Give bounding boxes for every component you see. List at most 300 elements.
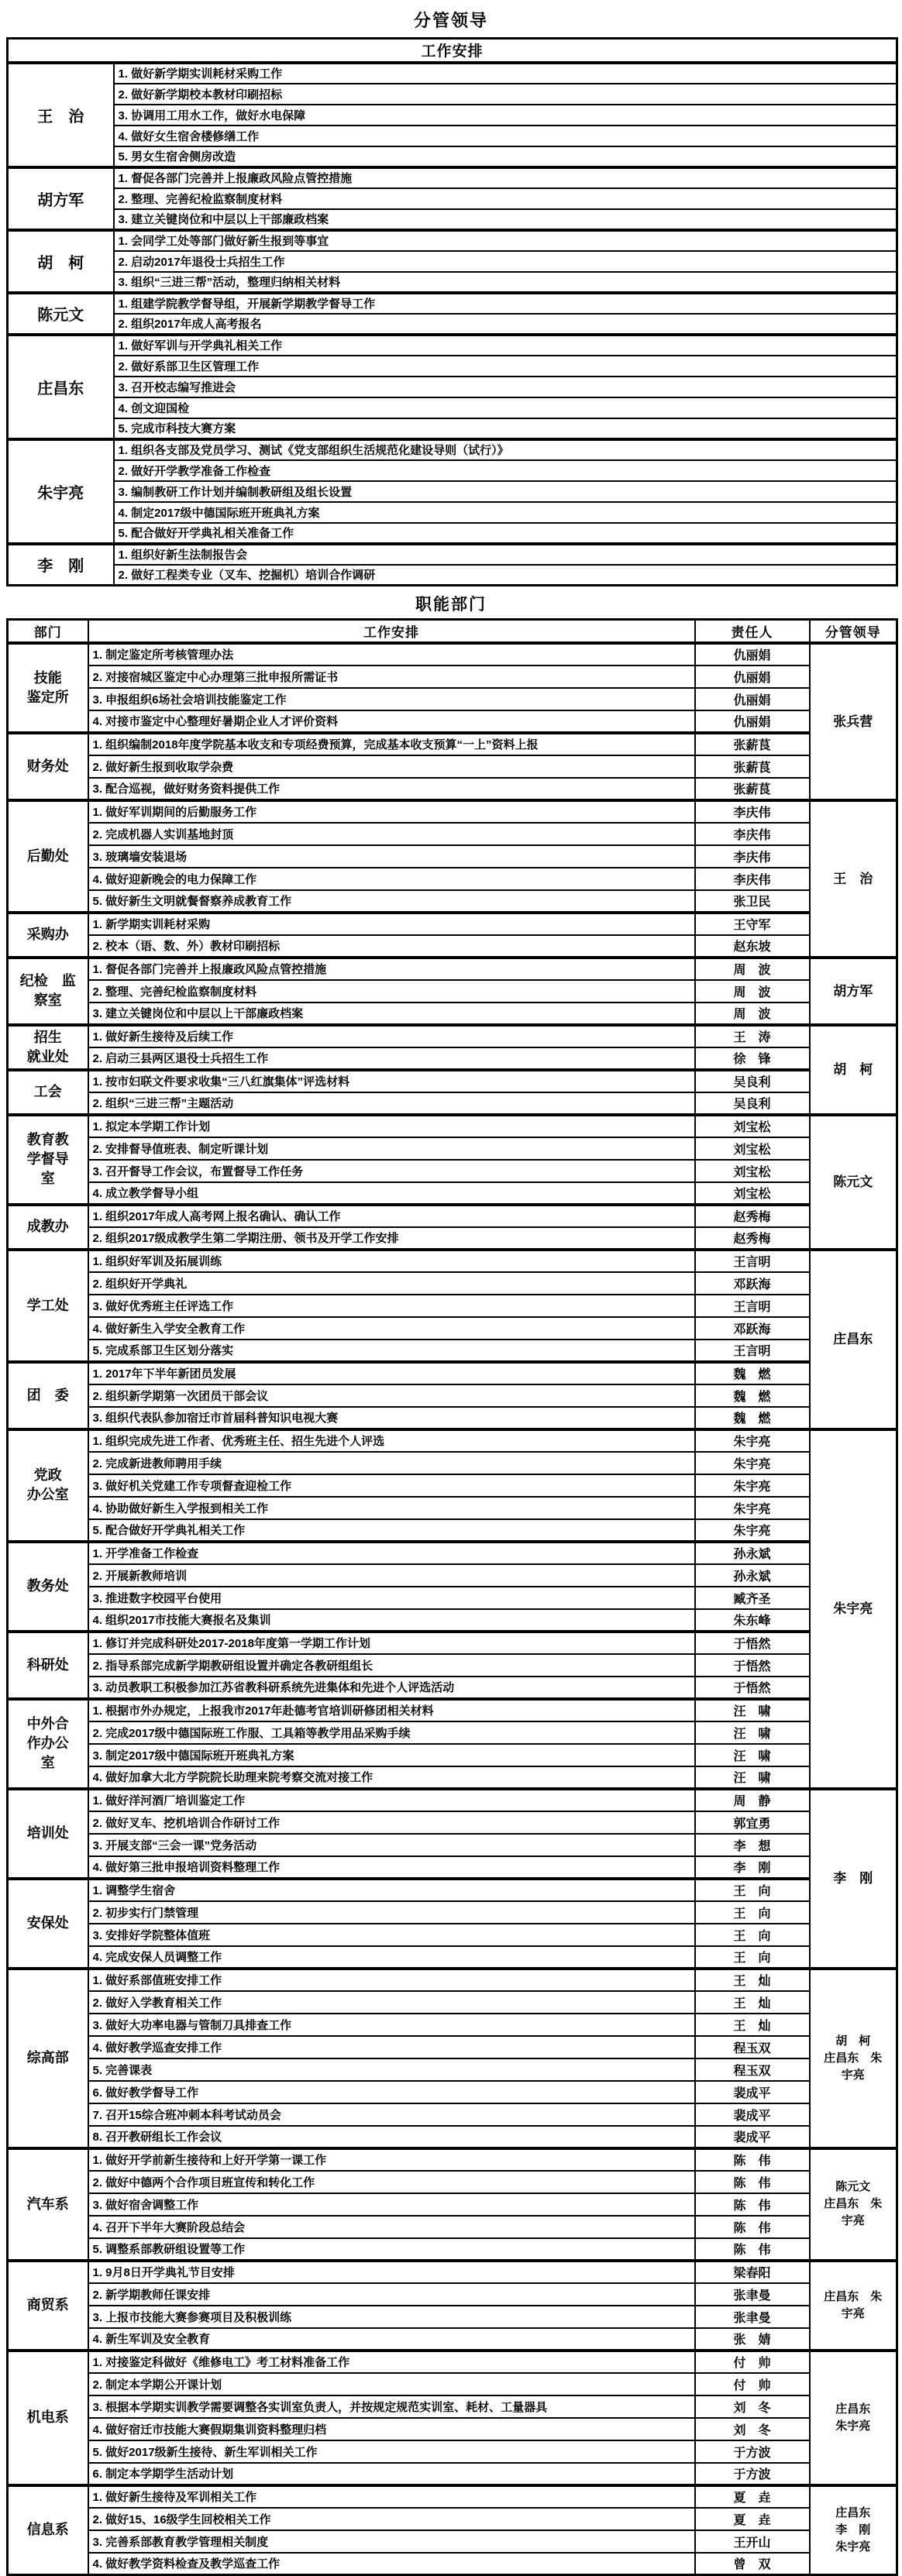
department-task-row (8, 1744, 897, 1766)
department-name-cell-line: 中外合 (26, 1716, 69, 1732)
leader-in-charge-cell (810, 1025, 897, 1115)
leader-task-row (8, 209, 897, 230)
responsible-person-cell: 付 帅 (695, 2373, 810, 2395)
task-cell: 4. 完成安保人员调整工作 (88, 1946, 695, 1969)
leader-in-charge-cell (810, 1969, 897, 2148)
task-cell: 1. 修订并完成科研处2017-2018年度第一学期工作计划 (88, 1632, 695, 1654)
department-task-row (8, 2283, 897, 2306)
responsible-person-cell: 刘 冬 (695, 2395, 810, 2418)
responsible-person-cell: 朱宇亮 (695, 1452, 810, 1474)
task-cell: 4. 做好宿迁市技能大赛假期集训资料整理归档 (88, 2418, 695, 2440)
task-cell: 3. 组织代表队参加宿迁市首届科普知识电视大赛 (88, 1407, 695, 1429)
task-cell: 1. 组织各支部及党员学习、测试《党支部组织生活规范化建设导则（试行）》 (114, 439, 897, 460)
task-cell: 2. 做好新学期校本教材印刷招标 (114, 84, 897, 105)
responsible-person-cell: 王 向 (695, 1924, 810, 1946)
department-task-row (8, 2103, 897, 2126)
department-task-row (8, 1766, 897, 1789)
department-name-cell-line: 商贸系 (26, 2297, 69, 2313)
responsible-person-cell: 徐 锋 (695, 1047, 810, 1070)
leader-task-row (8, 377, 897, 397)
department-task-row (8, 1160, 897, 1182)
leader-name-cell: 李 刚 (8, 544, 114, 586)
department-name-cell-line: 室 (40, 1171, 55, 1186)
department-task-row (8, 2171, 897, 2193)
responsible-person-cell: 周 波 (695, 1003, 810, 1025)
department-task-row (8, 1564, 897, 1587)
department-name-cell-line: 信息系 (26, 2522, 69, 2538)
leader-name-cell: 胡方军 (8, 167, 114, 230)
responsible-person-cell: 张薪茛 (695, 755, 810, 778)
responsible-person-cell: 张薪茛 (695, 778, 810, 800)
department-task-row (8, 1699, 897, 1721)
task-cell: 1. 做好新生接待及后续工作 (88, 1025, 695, 1047)
responsible-person-cell: 夏 垚 (695, 2485, 810, 2508)
responsible-person-cell: 臧齐圣 (695, 1587, 810, 1609)
leader-in-charge-cell-line: 陈元文 (833, 1175, 873, 1189)
task-cell: 3. 做好机关党建工作专项督查迎检工作 (88, 1474, 695, 1497)
department-task-row (8, 710, 897, 733)
department-task-row (8, 1025, 897, 1047)
task-cell: 1. 做好系部值班安排工作 (88, 1969, 695, 1991)
department-task-row (8, 1250, 897, 1272)
task-cell: 4. 对接市鉴定中心整理好暑期企业人才评价资料 (88, 710, 695, 733)
task-cell: 1. 做好新学期实训耗材采购工作 (114, 63, 897, 84)
task-cell: 3. 制定2017级中德国际班开班典礼方案 (88, 1744, 695, 1766)
task-cell: 2. 完成2017级中德国际班工作服、工具箱等教学用品采购手续 (88, 1721, 695, 1744)
task-cell: 3. 开展支部“三会一课”党务活动 (88, 1834, 695, 1856)
department-task-row (8, 2261, 897, 2283)
department-task-row (8, 2328, 897, 2351)
department-name-cell-line: 技能 (33, 669, 62, 686)
task-cell: 4. 做好女生宿舍楼修缮工作 (114, 126, 897, 146)
department-name-cell-line: 科研处 (26, 1656, 69, 1673)
task-cell: 4. 组织2017市技能大赛报名及集训 (88, 1609, 695, 1632)
task-cell: 2. 指导系部完成新学期教研组设置并确定各教研组组长 (88, 1654, 695, 1677)
responsible-person-cell: 李庆伟 (695, 800, 810, 823)
department-task-row (8, 958, 897, 980)
leader-task-row (8, 418, 897, 439)
department-task-row (8, 2485, 897, 2508)
task-cell: 5. 男女生宿舍侧房改造 (114, 146, 897, 167)
leader-in-charge-cell-line: 胡方军 (833, 983, 873, 999)
task-cell: 1. 开学准备工作检查 (88, 1542, 695, 1564)
responsible-person-cell: 朱宇亮 (695, 1497, 810, 1519)
task-cell: 1. 组织完成先进工作者、优秀班主任、招生先进个人评选 (88, 1429, 695, 1452)
task-cell: 2. 做好中德两个合作项目班宣传和转化工作 (88, 2171, 695, 2193)
department-name-cell (8, 2351, 88, 2485)
task-cell: 7. 召开15综合班冲刺本科考试动员会 (88, 2103, 695, 2126)
department-task-row (8, 1474, 897, 1497)
section1-title: 分管领导 (413, 11, 488, 30)
leader-in-charge-cell-line: 朱宇亮 (835, 2419, 871, 2433)
leader-in-charge-cell-line: 李 刚 (835, 2523, 871, 2536)
department-task-row (8, 2395, 897, 2418)
responsible-person-cell: 王言明 (695, 1295, 810, 1317)
responsible-person-cell: 周 静 (695, 1789, 810, 1811)
task-cell: 2. 组织2017级成教学生第二学期注册、领书及开学工作安排 (88, 1227, 695, 1250)
responsible-person-cell: 陈 伟 (695, 2238, 810, 2261)
department-task-row (8, 1587, 897, 1609)
department-name-cell (8, 1429, 88, 1542)
leader-in-charge-cell (810, 2148, 897, 2261)
col-header-work-arrangement: 工作安排 (88, 620, 695, 643)
department-task-row (8, 1340, 897, 1362)
leader-task-row (8, 230, 897, 251)
leader-task-row (8, 293, 897, 314)
responsible-person-cell: 魏 燃 (695, 1407, 810, 1429)
responsible-person-cell: 刘 冬 (695, 2418, 810, 2440)
leader-in-charge-cell-line: 王 治 (833, 871, 873, 886)
task-cell: 1. 2017年下半年新团员发展 (88, 1362, 695, 1384)
responsible-person-cell: 赵秀梅 (695, 1205, 810, 1227)
leader-in-charge-cell (810, 1429, 897, 1789)
department-name-cell-line: 工会 (33, 1084, 62, 1099)
task-cell: 4. 召开下半年大赛阶段总结会 (88, 2216, 695, 2238)
responsible-person-cell: 李 想 (695, 1834, 810, 1856)
department-task-row (8, 1362, 897, 1384)
department-task-row (8, 845, 897, 868)
department-name-cell-line: 作办公 (26, 1735, 69, 1751)
task-cell: 3. 建立关键岗位和中层以上干部廉政档案 (114, 209, 897, 230)
responsible-person-cell: 曾 双 (695, 2553, 810, 2575)
task-cell: 4. 制定2017级中德国际班开班典礼方案 (114, 502, 897, 523)
department-name-cell (8, 1632, 88, 1699)
department-name-cell-line: 财务处 (26, 758, 69, 774)
task-cell: 3. 根据本学期实训教学需要调整各实训室负责人，并按规定规范实训室、耗材、工量器具 (88, 2395, 695, 2418)
leader-in-charge-cell-line: 庄昌东 (835, 2402, 871, 2416)
department-task-row (8, 1227, 897, 1250)
task-cell: 1. 根据市外办规定，上报我市2017年赴德考官培训研修团相关材料 (88, 1699, 695, 1721)
department-task-row (8, 890, 897, 913)
department-name-cell (8, 913, 88, 958)
task-cell: 1. 9月8日开学典礼节目安排 (88, 2261, 695, 2283)
responsible-person-cell: 裴成平 (695, 2103, 810, 2126)
leader-in-charge-cell-line: 陈元文 (835, 2180, 871, 2193)
responsible-person-cell: 张 婧 (695, 2328, 810, 2351)
task-cell: 5. 做好2017级新生接待、新生军训相关工作 (88, 2440, 695, 2463)
task-cell: 2. 做好入学教育相关工作 (88, 1991, 695, 2014)
department-name-cell-line: 教务处 (26, 1578, 69, 1594)
leader-task-row (8, 105, 897, 126)
task-cell: 6. 做好教学督导工作 (88, 2081, 695, 2103)
leader-in-charge-cell (810, 2261, 897, 2351)
departments-table (6, 618, 898, 2576)
department-task-row (8, 1789, 897, 1811)
leader-task-row (8, 439, 897, 460)
department-name-cell-line: 培训处 (26, 1825, 69, 1841)
responsible-person-cell: 吴良利 (695, 1070, 810, 1092)
task-cell: 2. 组织2017年成人高考报名 (114, 314, 897, 335)
department-name-cell (8, 1205, 88, 1250)
department-name-cell-line: 招生 (33, 1029, 62, 1045)
responsible-person-cell: 裴成平 (695, 2081, 810, 2103)
task-cell: 5. 完成系部卫生区划分落实 (88, 1340, 695, 1362)
task-cell: 1. 做好洋河酒厂培训鉴定工作 (88, 1789, 695, 1811)
department-task-row (8, 2373, 897, 2395)
department-task-row (8, 1497, 897, 1519)
task-cell: 5. 配合做好开学典礼相关工作 (88, 1519, 695, 1542)
department-name-cell-line: 室 (40, 1755, 55, 1770)
task-cell: 2. 组织新学期第一次团员干部会议 (88, 1384, 695, 1407)
task-cell: 2. 校本（语、数、外）教材印刷招标 (88, 935, 695, 958)
department-task-row (8, 800, 897, 823)
leader-task-row (8, 397, 897, 418)
department-task-row (8, 2508, 897, 2530)
department-name-cell (8, 2148, 88, 2261)
leader-name-cell: 胡 柯 (8, 230, 114, 293)
department-task-row (8, 1542, 897, 1564)
task-cell: 1. 组织编制2018年度学院基本收支和专项经费预算，完成基本收支预算“一上”资料上报 (88, 733, 695, 755)
department-task-row (8, 2238, 897, 2261)
task-cell: 3. 召开督导工作会议，布置督导工作任务 (88, 1160, 695, 1182)
task-cell: 2. 整理、完善纪检监察制度材料 (114, 188, 897, 209)
task-cell: 1. 组建学院教学督导组，开展新学期教学督导工作 (114, 293, 897, 314)
task-cell: 1. 做好新生接待及军训相关工作 (88, 2485, 695, 2508)
leader-task-row (8, 167, 897, 188)
department-name-cell (8, 1025, 88, 1070)
leader-task-row (8, 481, 897, 502)
task-cell: 4. 创文迎国检 (114, 397, 897, 418)
leader-in-charge-cell-line: 庄昌东 朱 (824, 2289, 883, 2303)
responsible-person-cell: 刘宝松 (695, 1160, 810, 1182)
responsible-person-cell: 吴良利 (695, 1092, 810, 1115)
task-cell: 4. 做好加拿大北方学院院长助理来院考察交流对接工作 (88, 1766, 695, 1789)
leader-in-charge-cell-line: 朱宇亮 (835, 2540, 871, 2554)
department-task-row (8, 1834, 897, 1856)
department-task-row (8, 913, 897, 935)
leader-in-charge-cell (810, 800, 897, 958)
responsible-person-cell: 王 灿 (695, 1991, 810, 2014)
leader-task-row (8, 84, 897, 105)
department-task-row (8, 1991, 897, 2014)
leader-task-row (8, 356, 897, 377)
task-cell: 3. 召开校志编写推进会 (114, 377, 897, 397)
department-task-row (8, 1969, 897, 1991)
department-task-row (8, 2418, 897, 2440)
task-cell: 3. 协调用工用水工作，做好水电保障 (114, 105, 897, 126)
responsible-person-cell: 朱宇亮 (695, 1429, 810, 1452)
department-name-cell-line: 鉴定所 (26, 689, 69, 705)
leader-in-charge-cell-line: 庄昌东 (833, 1332, 873, 1346)
task-cell: 1. 新学期实训耗材采购 (88, 913, 695, 935)
task-cell: 2. 启动三县两区退役士兵招生工作 (88, 1047, 695, 1070)
leader-in-charge-cell (810, 2485, 897, 2575)
responsible-person-cell: 李 刚 (695, 1856, 810, 1879)
task-cell: 1. 拟定本学期工作计划 (88, 1115, 695, 1137)
leader-name-cell: 朱宇亮 (8, 439, 114, 544)
leader-in-charge-cell-line: 胡 柯 (833, 1062, 873, 1077)
leader-in-charge-cell-line: 李 刚 (833, 1871, 873, 1886)
responsible-person-cell: 魏 燃 (695, 1362, 810, 1384)
task-cell: 8. 召开教研组长工作会议 (88, 2126, 695, 2148)
task-cell: 3. 安排好学院整体值班 (88, 1924, 695, 1946)
responsible-person-cell: 赵东坡 (695, 935, 810, 958)
department-task-row (8, 1677, 897, 1699)
task-cell: 1. 组织2017年成人高考网上报名确认、确认工作 (88, 1205, 695, 1227)
department-task-row (8, 1452, 897, 1474)
department-task-row (8, 1879, 897, 1901)
task-cell: 1. 督促各部门完善并上报廉政风险点管控措施 (88, 958, 695, 980)
leader-in-charge-cell-line: 宇亮 (841, 2214, 865, 2227)
department-name-cell (8, 2261, 88, 2351)
responsible-person-cell: 仇丽娟 (695, 688, 810, 710)
task-cell: 3. 建立关键岗位和中层以上干部廉政档案 (88, 1003, 695, 1025)
department-task-row (8, 2036, 897, 2058)
task-cell: 2. 组织“三进三帮”主题活动 (88, 1092, 695, 1115)
responsible-person-cell: 刘宝松 (695, 1137, 810, 1160)
department-task-row (8, 1654, 897, 1677)
task-cell: 1. 做好军训期间的后勤服务工作 (88, 800, 695, 823)
department-task-row (8, 1609, 897, 1632)
leader-in-charge-cell-line: 朱宇亮 (833, 1601, 873, 1616)
leader-name-cell: 陈元文 (8, 293, 114, 335)
responsible-person-cell: 邓跃海 (695, 1272, 810, 1295)
department-task-row (8, 2193, 897, 2216)
task-cell: 5. 完成市科技大赛方案 (114, 418, 897, 439)
department-task-row (8, 1429, 897, 1452)
task-cell: 3. 做好优秀班主任评选工作 (88, 1295, 695, 1317)
task-cell: 5. 配合做好开学典礼相关准备工作 (114, 523, 897, 544)
department-task-row (8, 1811, 897, 1834)
department-task-row (8, 1519, 897, 1542)
department-task-row (8, 2081, 897, 2103)
department-task-row (8, 1272, 897, 1295)
responsible-person-cell: 郭宜勇 (695, 1811, 810, 1834)
responsible-person-cell: 于方波 (695, 2440, 810, 2463)
leader-task-row (8, 188, 897, 209)
department-name-cell-line: 安保处 (26, 1915, 69, 1931)
department-task-row (8, 1115, 897, 1137)
department-task-row (8, 2126, 897, 2148)
responsible-person-cell: 汪 啸 (695, 1721, 810, 1744)
responsible-person-cell: 陈 伟 (695, 2171, 810, 2193)
task-cell: 3. 配合巡视，做好财务资料提供工作 (88, 778, 695, 800)
task-cell: 4. 新生军训及安全教育 (88, 2328, 695, 2351)
responsible-person-cell: 于悟然 (695, 1654, 810, 1677)
department-task-row (8, 868, 897, 890)
department-task-row (8, 1137, 897, 1160)
task-cell: 2. 做好工程类专业（叉车、挖掘机）培训合作调研 (114, 565, 897, 586)
section2-title: 职能部门 (415, 596, 487, 614)
task-cell: 2. 新学期教师任课安排 (88, 2283, 695, 2306)
responsible-person-cell: 仇丽娟 (695, 643, 810, 665)
department-task-row (8, 1070, 897, 1092)
leader-task-row (8, 63, 897, 84)
responsible-person-cell: 王 涛 (695, 1025, 810, 1047)
responsible-person-cell: 张聿曼 (695, 2306, 810, 2328)
department-task-row (8, 643, 897, 665)
task-cell: 3. 申报组织6场社会培训技能鉴定工作 (88, 688, 695, 710)
task-cell: 2. 初步实行门禁管理 (88, 1901, 695, 1924)
responsible-person-cell: 刘宝松 (695, 1115, 810, 1137)
responsible-person-cell: 魏 燃 (695, 1384, 810, 1407)
department-task-row (8, 2553, 897, 2575)
responsible-person-cell: 刘宝松 (695, 1182, 810, 1205)
task-cell: 3. 做好大功率电器与管制刀具排查工作 (88, 2014, 695, 2036)
department-name-cell-line: 办公室 (26, 1487, 69, 1502)
department-name-cell-line: 察室 (33, 992, 62, 1008)
responsible-person-cell: 夏 垚 (695, 2508, 810, 2530)
department-task-row (8, 1384, 897, 1407)
department-task-row (8, 980, 897, 1003)
department-name-cell (8, 1070, 88, 1115)
department-name-cell (8, 1789, 88, 1879)
responsible-person-cell: 程玉双 (695, 2058, 810, 2081)
leaders-table (6, 37, 898, 586)
leader-in-charge-cell (810, 2351, 897, 2485)
leader-task-row (8, 565, 897, 586)
responsible-person-cell: 李庆伟 (695, 868, 810, 890)
task-cell: 1. 做好开学前新生接待和上好开学第一课工作 (88, 2148, 695, 2171)
responsible-person-cell: 付 帅 (695, 2351, 810, 2373)
task-cell: 3. 玻璃墙安装退场 (88, 845, 695, 868)
department-task-row (8, 1721, 897, 1744)
leader-in-charge-cell-line: 宇亮 (841, 2068, 865, 2082)
responsible-person-cell: 李庆伟 (695, 823, 810, 845)
task-cell: 4. 做好迎新晚会的电力保障工作 (88, 868, 695, 890)
responsible-person-cell: 王守军 (695, 913, 810, 935)
department-task-row (8, 688, 897, 710)
department-task-row (8, 935, 897, 958)
task-cell: 1. 做好军训与开学典礼相关工作 (114, 335, 897, 356)
department-task-row (8, 2148, 897, 2171)
department-name-cell (8, 1699, 88, 1789)
department-name-cell (8, 1542, 88, 1632)
leader-task-row (8, 314, 897, 335)
leader-in-charge-cell-line: 宇亮 (841, 2306, 865, 2320)
responsible-person-cell: 王 向 (695, 1901, 810, 1924)
leader-in-charge-cell (810, 1115, 897, 1250)
department-name-cell-line: 党政 (33, 1467, 62, 1483)
task-cell: 1. 调整学生宿舍 (88, 1879, 695, 1901)
department-task-row (8, 2440, 897, 2463)
task-cell: 4. 协助做好新生入学报到相关工作 (88, 1497, 695, 1519)
responsible-person-cell: 王 向 (695, 1946, 810, 1969)
department-task-row (8, 1317, 897, 1340)
leader-in-charge-cell (810, 958, 897, 1025)
responsible-person-cell: 朱宇亮 (695, 1474, 810, 1497)
responsible-person-cell: 梁春阳 (695, 2261, 810, 2283)
department-name-cell-line: 就业处 (26, 1048, 69, 1064)
col-header-department: 部门 (8, 620, 88, 643)
department-task-row (8, 1047, 897, 1070)
responsible-person-cell: 汪 啸 (695, 1766, 810, 1789)
task-cell: 1. 会同学工处等部门做好新生报到等事宜 (114, 230, 897, 251)
task-cell: 5. 完善课表 (88, 2058, 695, 2081)
leader-task-row (8, 146, 897, 167)
leader-in-charge-cell (810, 643, 897, 800)
department-name-cell (8, 1362, 88, 1429)
col-header-responsible-person: 责任人 (695, 620, 810, 643)
department-task-row (8, 1946, 897, 1969)
task-cell: 2. 完成机器人实训基地封顶 (88, 823, 695, 845)
task-cell: 6. 制定本学期学生活动计划 (88, 2463, 695, 2485)
department-name-cell-line: 综高部 (26, 2050, 69, 2065)
col-header-leader-in-charge: 分管领导 (810, 620, 897, 643)
department-name-cell (8, 1250, 88, 1362)
responsible-person-cell: 李庆伟 (695, 845, 810, 868)
task-cell: 3. 上报市技能大赛参赛项目及积极训练 (88, 2306, 695, 2328)
responsible-person-cell: 裴成平 (695, 2126, 810, 2148)
task-cell: 4. 做好教学巡查安排工作 (88, 2036, 695, 2058)
responsible-person-cell: 张薪茛 (695, 733, 810, 755)
responsible-person-cell: 邓跃海 (695, 1317, 810, 1340)
department-task-row (8, 2463, 897, 2485)
responsible-person-cell: 孙永斌 (695, 1542, 810, 1564)
task-cell: 2. 做好开学教学准备工作检查 (114, 460, 897, 481)
responsible-person-cell: 王言明 (695, 1250, 810, 1272)
department-task-row (8, 755, 897, 778)
